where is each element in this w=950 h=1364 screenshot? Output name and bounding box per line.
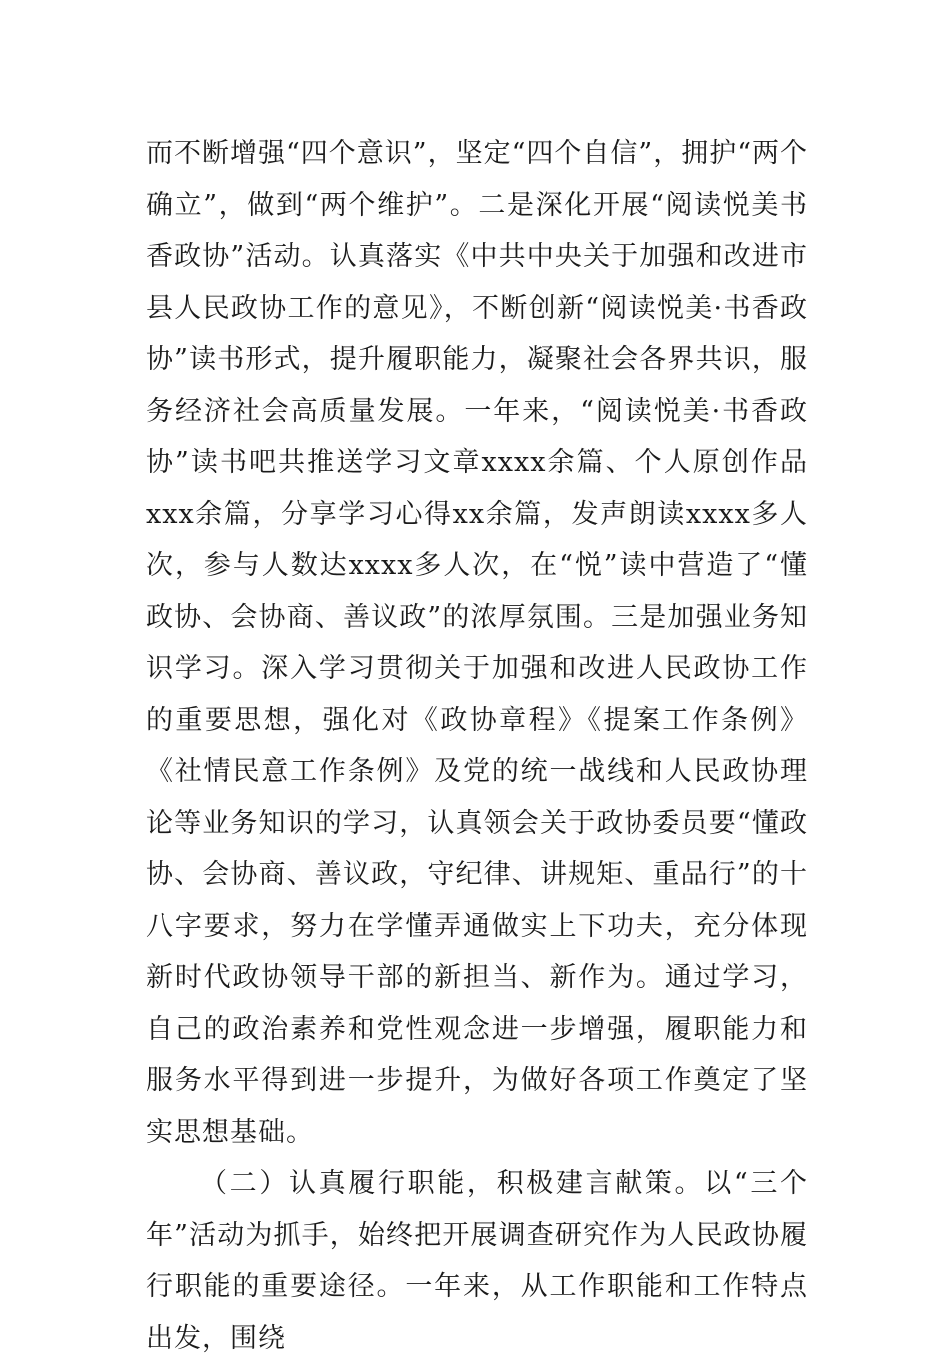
paragraph-continued: 而不断增强“四个意识”，坚定“四个自信”，拥护“两个确立”，做到“两个维护”。二是深化开展“阅读悦美书香政协”活动。认真落实《中共中央关于加强和改进市县人民政协工作的意见》，不断创新“阅读悦美·书香政协”读书形式，提升履职能力，凝聚社会各界共识，服务经济社会高质量发展。一年来，“阅读悦美·书香政协”读书吧共推送学习文章xxxx余篇、个人原创作品xxx余篇，分享学习心得xx余篇，发声朗读xxxx多人次，参与人数达xxxx多人次，在“悦”读中营造了“懂政协、会协商、善议政”的浓厚氛围。三是加强业务知识学习。深入学习贯彻关于加强和改进人民政协工作的重要思想，强化对《政协章程》《提案工作条例》《社情民意工作条例》及党的统一战线和人民政协理论等业务知识的学习，认真领会关于政协委员要“懂政协、会协商、善议政，守纪律、讲规矩、重品行”的十八字要求，努力在学懂弄通做实上下功夫，充分体现新时代政协领导干部的新担当、新作为。通过学习，自己的政治素养和党性观念进一步增强，履职能力和服务水平得到进一步提升，为做好各项工作奠定了坚实思想基础。: [146, 138, 809, 1148]
document-body: [146, 128, 808, 1364]
paragraph-section-two: （二）认真履行职能，积极建言献策。以“三个年”活动为抓手，始终把开展调查研究作为人民政协履行职能的重要途径。一年来，从工作职能和工作特点出发，围绕: [146, 1168, 808, 1354]
